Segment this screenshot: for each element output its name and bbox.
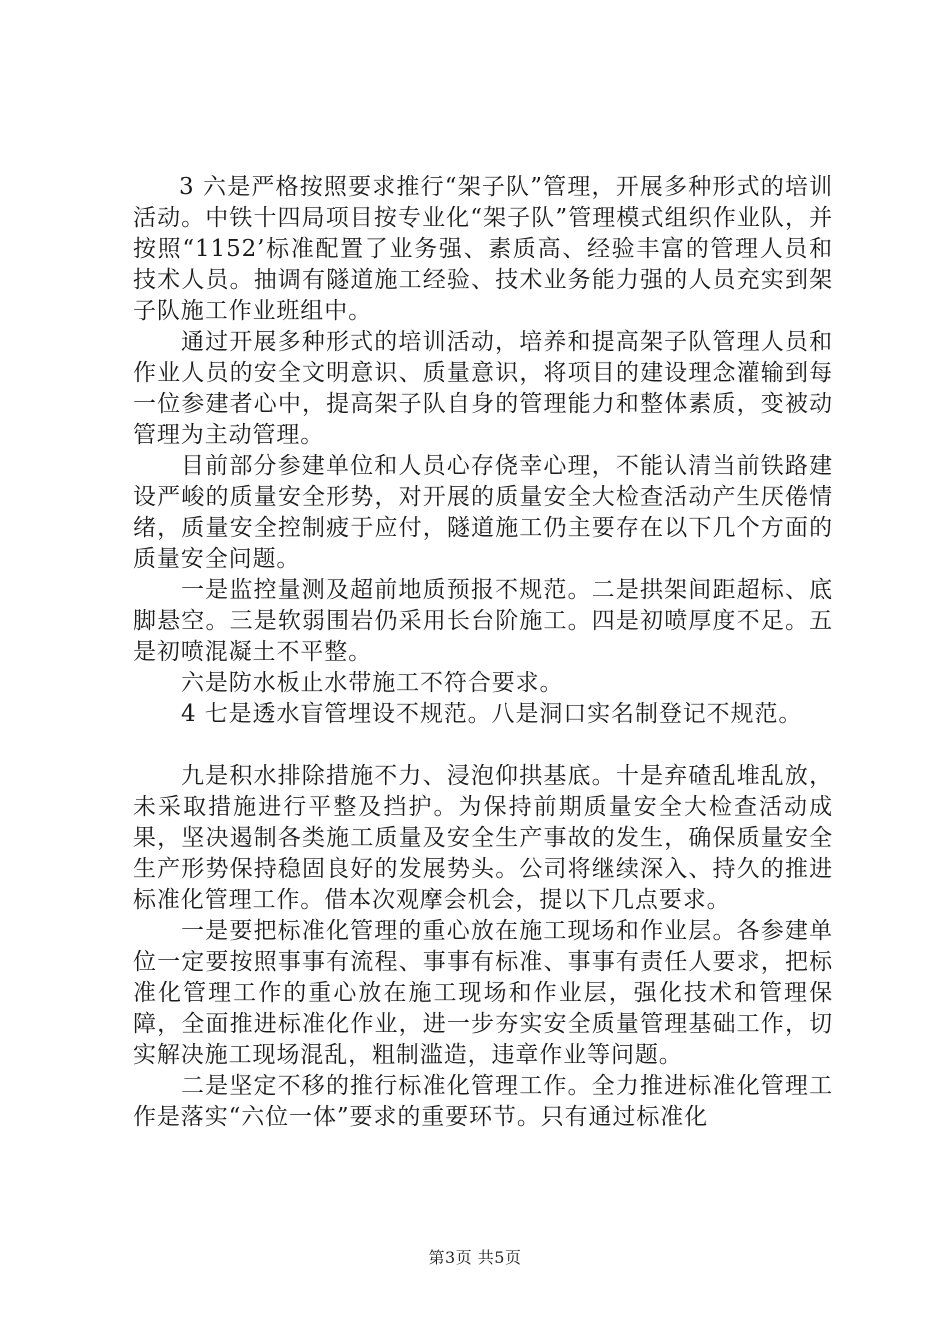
document-body [133, 172, 833, 1133]
paragraph-6: 4 七是透水盲管埋设不规范。八是洞口实名制登记不规范。 [181, 701, 803, 727]
paragraph-9: 二是坚定不移的推行标准化管理工作。全力推进标准化管理工作是落实“六位一体”要求的重要环节。只有通过标准化 [133, 1073, 833, 1130]
page-number-footer: 第3页 共5页 [428, 1248, 522, 1267]
paragraph-7: 九是积水排除措施不力、浸泡仰拱基底。十是弃碴乱堆乱放，未采取措施进行平整及挡护。为保持前期质量安全大检查活动成果，坚决遏制各类施工质量及安全生产事故的发生，确保质量安全生产形势保持稳固良好的发展势头。公司将继续深入、持久的推进标准化管理工作。借本次观摩会机会，提以下几点要求。 [133, 763, 833, 913]
paragraph-gap [133, 730, 833, 761]
paragraph-4: 一是监控量测及超前地质预报不规范。二是拱架间距超标、底脚悬空。三是软弱围岩仍采用长台阶施工。四是初喷厚度不足。五是初喷混凝土不平整。 [133, 577, 833, 665]
paragraph-3: 目前部分参建单位和人员心存侥幸心理，不能认清当前铁路建设严峻的质量安全形势，对开展的质量安全大检查活动产生厌倦情绪，质量安全控制疲于应付，隧道施工仍主要存在以下几个方面的质量安全问题。 [133, 453, 833, 572]
paragraph-2: 通过开展多种形式的培训活动，培养和提高架子队管理人员和作业人员的安全文明意识、质量意识，将项目的建设理念灌输到每一位参建者心中，提高架子队自身的管理能力和整体素质，变被动管理为主动管理。 [133, 329, 833, 448]
paragraph-8: 一是要把标准化管理的重心放在施工现场和作业层。各参建单位一定要按照事事有流程、事事有标准、事事有责任人要求，把标准化管理工作的重心放在施工现场和作业层，强化技术和管理保障，全面推进标准化作业，进一步夯实安全质量管理基础工作，切实解决施工现场混乱，粗制滥造，违章作业等问题。 [133, 918, 833, 1068]
paragraph-5: 六是防水板止水带施工不符合要求。 [181, 670, 564, 696]
paragraph-1: 3 六是严格按照要求推行“架子队”管理，开展多种形式的培训活动。中铁十四局项目按专业化“架子队”管理模式组织作业队，并按照“1152’标准配置了业务强、素质高、经验丰富的管理人员和技术人员。抽调有隧道施工经验、技术业务能力强的人员充实到架子队施工作业班组中。 [133, 174, 833, 324]
